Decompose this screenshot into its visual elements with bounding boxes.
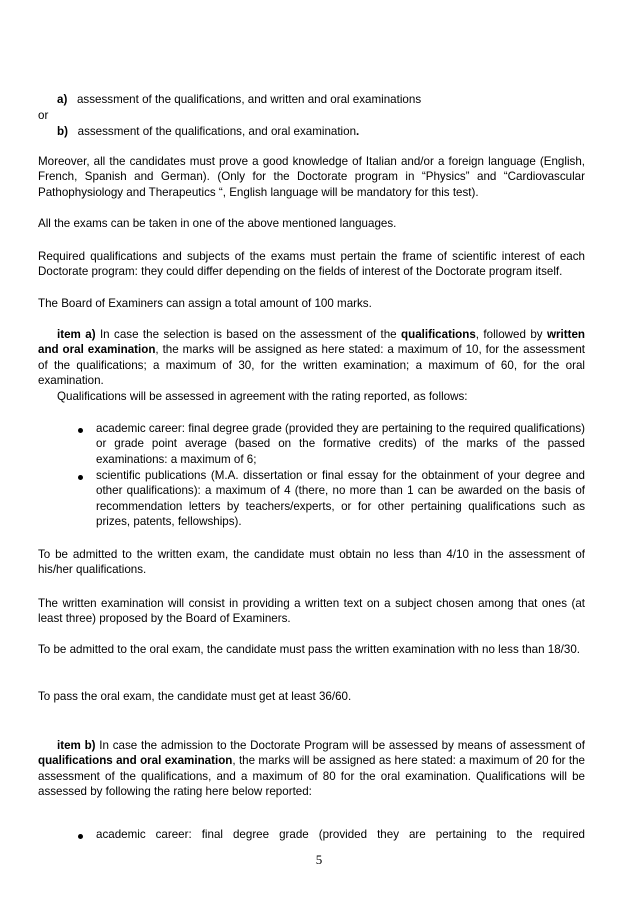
option-b-dot: . [356, 125, 360, 138]
paragraph-board-marks: The Board of Examiners can assign a total amount of 100 marks. [38, 297, 372, 310]
item-b-paragraph [38, 738, 585, 799]
item-b-label: item b) [57, 739, 96, 752]
item-b-bold-qualifications-oral: qualifications and oral examination [38, 754, 233, 768]
item-b-text-2: , the marks will be assigned as here stated: a maximum of 20 for the assessment of the qualifications, and a maximum of 80 for the oral examination. Qualifications will be assessed by following the rating here below reported: [38, 754, 585, 798]
item-a-text-3: , the marks will be assigned as here stated: a maximum of 10, for the assessment of the qualifications; a maximum of 30, for the written examination; a maximum of 60, for the oral examination. [38, 343, 585, 387]
paragraph-required-qualifications: Required qualifications and subjects of the exams must pertain the frame of scientific interest of each Doctorate program: they could differ depending on the fields of interest of the Doctorate program itself. [38, 250, 585, 279]
item-a-bullet-publications: scientific publications (M.A. dissertation or final essay for the obtainment of your degree and other qualifications): a maximum of 4 (there, no more than 1 can be awarded on the basis of recommendation letters by teachers/experts, or for other pertaining qualifications such as prizes, patents, fellowships). [96, 469, 585, 528]
option-b [57, 124, 359, 139]
item-b-bullet-academic-career: academic career: final degree grade (provided they are pertaining to the required [96, 828, 585, 841]
item-a-paragraph [38, 327, 585, 388]
item-a-rating-intro: Qualifications will be assessed in agreement with the rating reported, as follows: [57, 390, 468, 403]
paragraph-oral-pass: To pass the oral exam, the candidate must get at least 36/60. [38, 690, 352, 703]
item-b-text-1: In case the admission to the Doctorate Program will be assessed by means of assessment of [95, 739, 585, 752]
item-a-bold-written-oral: written and oral examination [38, 328, 586, 357]
option-a [57, 92, 421, 107]
option-b-label: b) [57, 125, 68, 138]
paragraph-oral-admission: To be admitted to the oral exam, the candidate must pass the written examination with no less than 18/30. [38, 643, 580, 656]
item-a-text-1: In case the selection is based on the assessment of the [95, 328, 402, 341]
option-or: or [38, 109, 49, 122]
paragraph-written-examination: The written examination will consist in providing a written text on a subject chosen among that ones (at least three) proposed by the Board of Examiners. [38, 597, 585, 626]
option-a-text: assessment of the qualifications, and written and oral examinations [76, 93, 422, 106]
item-a-bold-qualifications: qualifications [401, 328, 476, 341]
bullet-icon [78, 475, 83, 480]
paragraph-exams-languages: All the exams can be taken in one of the above mentioned languages. [38, 217, 397, 230]
bullet-icon [78, 834, 83, 839]
item-a-label: item a) [57, 328, 96, 341]
paragraph-language: Moreover, all the candidates must prove a good knowledge of Italian and/or a foreign language (English, French, Spanish and German). (Only for the Doctorate program in “Physics” and “Cardiovascular Pathophysiology and Therapeutics “, English language will be mandatory for this test). [38, 155, 585, 199]
option-a-label: a) [57, 93, 68, 106]
paragraph-written-admission: To be admitted to the written exam, the candidate must obtain no less than 4/10 in the assessment of his/her qualifications. [38, 548, 585, 577]
bullet-icon [78, 428, 83, 433]
item-a-bullet-academic-career: academic career: final degree grade (provided they are pertaining to the required qualifications) or grade point average (based on the formative credits) of the marks of the passed examinations: a maximum of 6; [96, 422, 585, 466]
option-b-text: assessment of the qualifications, and oral examination [77, 125, 357, 138]
item-a-text-2: , followed by [475, 328, 547, 341]
page-number: 5 [315, 852, 323, 867]
